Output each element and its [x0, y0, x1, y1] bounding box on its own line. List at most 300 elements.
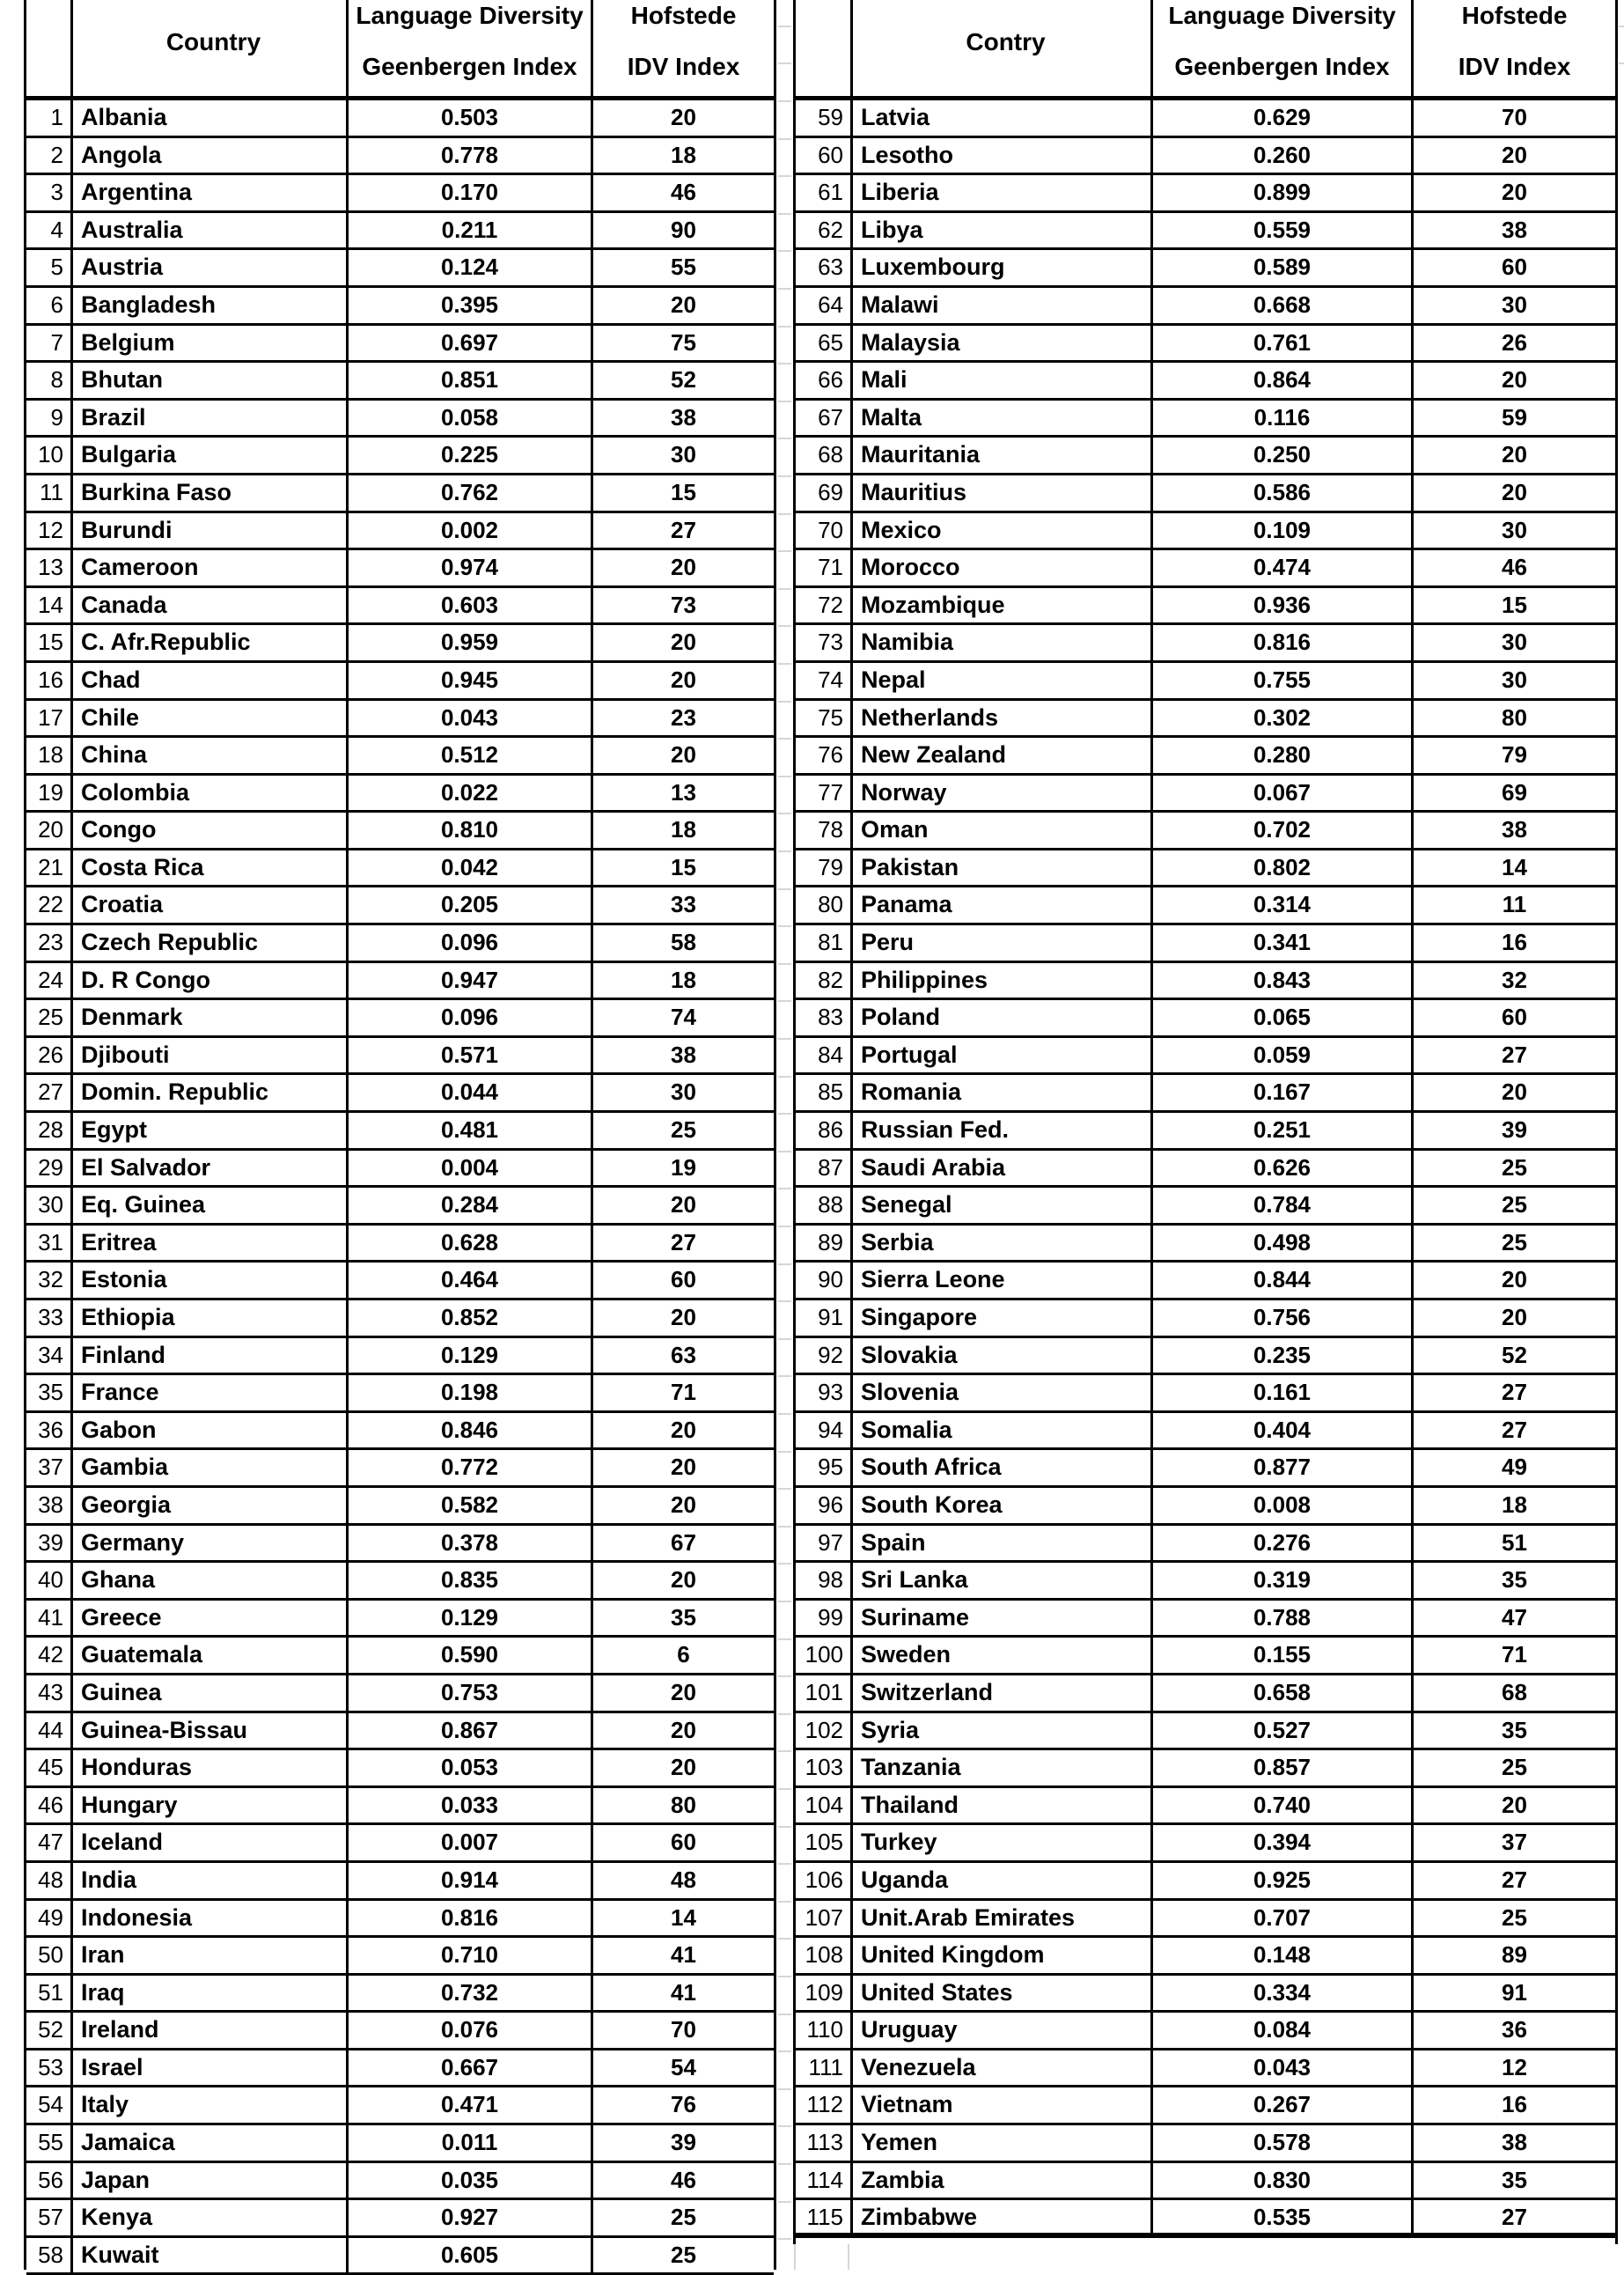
idv-value-cell: 30	[1411, 663, 1615, 698]
idv-value-cell: 25	[1411, 1901, 1615, 1936]
country-name-cell: Congo	[70, 813, 346, 848]
row-number-cell: 10	[38, 441, 63, 468]
country-name-cell: Gabon	[70, 1413, 346, 1448]
language-diversity-value-cell: 0.936	[1150, 588, 1411, 623]
table-row	[796, 2050, 1615, 2088]
gap-gridline	[778, 1188, 791, 1189]
row-number-cell: 2	[50, 141, 63, 168]
language-diversity-value-cell: 0.116	[1150, 401, 1411, 436]
row-number-cell: 110	[806, 2016, 843, 2043]
table-row	[26, 438, 774, 475]
idv-value-cell: 26	[1411, 326, 1615, 361]
row-number-cell: 26	[38, 1041, 63, 1068]
idv-value-cell: 54	[591, 2050, 774, 2086]
row-number-cell: 16	[38, 666, 63, 693]
row-number-cell: 69	[818, 478, 843, 505]
table-row	[796, 1263, 1615, 1300]
country-name-cell: Denmark	[70, 1000, 346, 1035]
idv-value-cell: 25	[1411, 1226, 1615, 1261]
row-number-cell: 34	[38, 1341, 63, 1368]
country-name-cell: Netherlands	[850, 701, 1150, 736]
language-diversity-value-cell: 0.395	[346, 288, 591, 323]
language-diversity-value-cell: 0.198	[346, 1375, 591, 1410]
table-row	[26, 1075, 774, 1113]
language-diversity-value-cell: 0.959	[346, 625, 591, 660]
gap-gridline	[778, 1750, 791, 1752]
country-name-cell: Guinea-Bissau	[70, 1713, 346, 1749]
row-number-cell: 100	[805, 1641, 843, 1668]
idv-value-cell: 20	[591, 100, 774, 136]
idv-value-cell: 76	[591, 2087, 774, 2123]
idv-value-cell: 51	[1411, 1526, 1615, 1561]
row-number-cell: 32	[38, 1266, 63, 1293]
country-name-cell: Gambia	[70, 1450, 346, 1485]
row-number-cell: 54	[38, 2091, 63, 2118]
idv-value-cell: 38	[1411, 2125, 1615, 2161]
table-row	[796, 250, 1615, 288]
table-row	[26, 1375, 774, 1413]
gap-gridline	[778, 738, 791, 740]
gap-gridline	[778, 1451, 791, 1453]
idv-value-cell: 75	[591, 326, 774, 361]
language-diversity-value-cell: 0.590	[346, 1638, 591, 1673]
country-name-cell: Peru	[850, 925, 1150, 961]
idv-value-cell: 16	[1411, 925, 1615, 961]
table-row	[796, 850, 1615, 888]
country-name-cell: Malawi	[850, 288, 1150, 323]
ld-header-line1: Language Diversity	[356, 2, 584, 29]
table-row	[796, 2163, 1615, 2201]
idv-value-cell: 16	[1411, 2087, 1615, 2123]
country-name-cell: Switzerland	[850, 1675, 1150, 1711]
row-number-cell: 47	[38, 1829, 63, 1856]
table-row	[796, 1038, 1615, 1076]
language-diversity-value-cell: 0.109	[1150, 513, 1411, 549]
language-diversity-value-cell: 0.762	[346, 475, 591, 511]
idv-value-cell: 20	[591, 288, 774, 323]
table-row	[26, 738, 774, 776]
idv-value-cell: 20	[1411, 1300, 1615, 1336]
idv-value-cell: 71	[591, 1375, 774, 1410]
country-name-cell: Iceland	[70, 1825, 346, 1860]
language-diversity-value-cell: 0.603	[346, 588, 591, 623]
idv-value-cell: 79	[1411, 738, 1615, 773]
language-diversity-value-cell: 0.065	[1150, 1000, 1411, 1035]
country-name-cell: Brazil	[70, 401, 346, 436]
row-number-cell: 77	[818, 778, 843, 806]
gap-gridline	[778, 850, 791, 852]
row-number-cell: 90	[818, 1266, 843, 1293]
language-diversity-value-cell: 0.058	[346, 401, 591, 436]
table-row	[26, 1863, 774, 1901]
language-diversity-value-cell: 0.877	[1150, 1450, 1411, 1485]
country-name-cell: Ghana	[70, 1563, 346, 1598]
gap-gridline	[778, 2014, 791, 2015]
country-name-cell: Canada	[70, 588, 346, 623]
gap-gridline	[778, 26, 791, 27]
table-row	[796, 1113, 1615, 1151]
row-number-cell: 96	[818, 1491, 843, 1518]
country-name-cell: Belgium	[70, 326, 346, 361]
country-name-cell: Estonia	[70, 1263, 346, 1298]
header-cell-country	[850, 0, 1150, 96]
language-diversity-value-cell: 0.844	[1150, 1263, 1411, 1298]
idv-value-cell: 35	[1411, 2163, 1615, 2198]
gap-gridline	[778, 250, 791, 252]
gap-gridline	[778, 813, 791, 814]
country-name-cell: Iraq	[70, 1976, 346, 2011]
table-row	[26, 1226, 774, 1263]
country-name-cell: Angola	[70, 138, 346, 173]
idv-value-cell: 11	[1411, 887, 1615, 923]
country-name-cell: Eq. Guinea	[70, 1188, 346, 1223]
language-diversity-value-cell: 0.481	[346, 1113, 591, 1148]
language-diversity-value-cell: 0.053	[346, 1750, 591, 1785]
row-number-cell: 92	[818, 1341, 843, 1368]
table-row	[26, 776, 774, 814]
country-name-cell: Sri Lanka	[850, 1563, 1150, 1598]
idv-value-cell: 18	[1411, 1488, 1615, 1523]
table-row	[796, 1188, 1615, 1226]
language-diversity-value-cell: 0.096	[346, 1000, 591, 1035]
gap-gridline	[778, 475, 791, 477]
table-row	[26, 2125, 774, 2163]
country-name-cell: Iran	[70, 1938, 346, 1973]
idv-value-cell: 20	[591, 1488, 774, 1523]
country-name-cell: Latvia	[850, 100, 1150, 136]
table-row	[796, 1375, 1615, 1413]
table-row	[796, 2125, 1615, 2163]
language-diversity-value-cell: 0.498	[1150, 1226, 1411, 1261]
idv-value-cell: 14	[591, 1901, 774, 1936]
row-number-cell: 13	[38, 554, 63, 581]
idv-value-cell: 46	[591, 2163, 774, 2198]
row-number-cell: 39	[38, 1528, 63, 1556]
language-diversity-value-cell: 0.810	[346, 813, 591, 848]
language-diversity-value-cell: 0.280	[1150, 738, 1411, 773]
language-diversity-value-cell: 0.571	[346, 1038, 591, 1073]
country-name-cell: Somalia	[850, 1413, 1150, 1448]
idv-value-cell: 23	[591, 701, 774, 736]
gap-gridline	[778, 288, 791, 290]
country-name-cell: Kenya	[70, 2200, 346, 2235]
country-name-cell: Burundi	[70, 513, 346, 549]
country-name-cell: Croatia	[70, 887, 346, 923]
row-number-cell: 4	[50, 216, 63, 243]
country-name-cell: Zambia	[850, 2163, 1150, 2198]
language-diversity-value-cell: 0.667	[346, 2050, 591, 2086]
language-diversity-value-cell: 0.784	[1150, 1188, 1411, 1223]
idv-value-cell: 19	[591, 1151, 774, 1186]
country-name-cell: Chile	[70, 701, 346, 736]
idv-value-cell: 20	[591, 1750, 774, 1785]
language-diversity-value-cell: 0.225	[346, 438, 591, 473]
table-row	[796, 1675, 1615, 1713]
table-row	[796, 738, 1615, 776]
row-number-cell: 11	[40, 478, 63, 505]
language-diversity-value-cell: 0.628	[346, 1226, 591, 1261]
row-number-cell: 31	[38, 1228, 63, 1255]
language-diversity-value-cell: 0.148	[1150, 1938, 1411, 1973]
idv-value-cell: 52	[591, 363, 774, 398]
row-number-cell: 42	[38, 1641, 63, 1668]
table-row	[26, 100, 774, 138]
idv-value-cell: 69	[1411, 776, 1615, 811]
country-name-cell: Slovakia	[850, 1338, 1150, 1373]
row-number-cell: 73	[818, 629, 843, 656]
country-name-cell: Chad	[70, 663, 346, 698]
idv-value-cell: 41	[591, 1976, 774, 2011]
country-name-cell: Jamaica	[70, 2125, 346, 2161]
row-number-cell: 105	[805, 1829, 843, 1856]
gap-gridline	[778, 2201, 791, 2203]
country-table-left	[24, 0, 776, 2270]
row-number-cell: 18	[38, 741, 63, 769]
idv-value-cell: 20	[591, 625, 774, 660]
table-row	[26, 2200, 774, 2238]
row-number-cell: 48	[38, 1866, 63, 1893]
language-diversity-value-cell: 0.067	[1150, 776, 1411, 811]
row-number-cell: 44	[38, 1716, 63, 1743]
idv-header-line1: Hofstede	[630, 2, 737, 29]
gap-gridline	[778, 438, 791, 439]
table-row	[796, 1976, 1615, 2014]
country-name-cell: C. Afr.Republic	[70, 625, 346, 660]
language-diversity-value-cell: 0.044	[346, 1075, 591, 1110]
table-row	[26, 1638, 774, 1675]
country-name-cell: Uganda	[850, 1863, 1150, 1898]
language-diversity-value-cell: 0.816	[346, 1901, 591, 1936]
table-row	[796, 2087, 1615, 2125]
row-number-cell: 85	[818, 1079, 843, 1106]
country-name-cell: Malaysia	[850, 326, 1150, 361]
margin-gridline	[1619, 26, 1624, 27]
language-diversity-value-cell: 0.835	[346, 1563, 591, 1598]
idv-value-cell: 46	[1411, 550, 1615, 585]
idv-value-cell: 25	[1411, 1750, 1615, 1785]
table-row	[796, 475, 1615, 513]
row-number-cell: 60	[818, 141, 843, 168]
language-diversity-value-cell: 0.945	[346, 663, 591, 698]
language-diversity-value-cell: 0.899	[1150, 175, 1411, 210]
row-number-cell: 76	[818, 741, 843, 769]
gap-gridline	[778, 1226, 791, 1227]
language-diversity-value-cell: 0.161	[1150, 1375, 1411, 1410]
row-number-cell: 112	[806, 2091, 843, 2118]
country-name-cell: Unit.Arab Emirates	[850, 1901, 1150, 1936]
idv-value-cell: 20	[591, 1563, 774, 1598]
table-row	[796, 438, 1615, 475]
table-row	[26, 887, 774, 925]
language-diversity-value-cell: 0.586	[1150, 475, 1411, 511]
country-name-cell: Oman	[850, 813, 1150, 848]
row-number-cell: 109	[805, 1978, 843, 2006]
table-row	[796, 1938, 1615, 1976]
language-diversity-value-cell: 0.267	[1150, 2087, 1411, 2123]
language-diversity-value-cell: 0.378	[346, 1526, 591, 1561]
idv-value-cell: 27	[1411, 1413, 1615, 1448]
language-diversity-value-cell: 0.043	[1150, 2050, 1411, 2086]
country-name-cell: Panama	[850, 887, 1150, 923]
idv-value-cell: 38	[1411, 813, 1615, 848]
language-diversity-value-cell: 0.205	[346, 887, 591, 923]
country-name-cell: Syria	[850, 1713, 1150, 1749]
table-row	[796, 701, 1615, 739]
language-diversity-value-cell: 0.974	[346, 550, 591, 585]
row-number-cell: 36	[38, 1416, 63, 1443]
row-number-cell: 101	[805, 1678, 843, 1705]
language-diversity-value-cell: 0.167	[1150, 1075, 1411, 1110]
row-number-cell: 27	[38, 1079, 63, 1106]
country-name-cell: Russian Fed.	[850, 1113, 1150, 1148]
language-diversity-value-cell: 0.864	[1150, 363, 1411, 398]
table-row	[796, 1413, 1615, 1451]
language-diversity-value-cell: 0.732	[346, 1976, 591, 2011]
row-number-cell: 29	[38, 1153, 63, 1181]
table-row	[26, 363, 774, 401]
language-diversity-value-cell: 0.314	[1150, 887, 1411, 923]
language-diversity-value-cell: 0.302	[1150, 701, 1411, 736]
table-row	[796, 1338, 1615, 1376]
row-number-cell: 9	[50, 403, 63, 431]
row-number-cell: 64	[818, 291, 843, 318]
country-name-cell: Germany	[70, 1526, 346, 1561]
row-number-cell: 58	[38, 2241, 63, 2268]
table-row	[796, 925, 1615, 963]
row-number-cell: 19	[38, 778, 63, 806]
language-diversity-value-cell: 0.129	[346, 1338, 591, 1373]
gap-gridline	[778, 1526, 791, 1528]
country-name-cell: Sierra Leone	[850, 1263, 1150, 1298]
header-cell-idv	[591, 0, 774, 96]
row-number-cell: 50	[38, 1941, 63, 1969]
gap-gridline	[778, 363, 791, 364]
gap-gridline	[778, 1638, 791, 1640]
idv-value-cell: 25	[1411, 1188, 1615, 1223]
table-row	[796, 1526, 1615, 1564]
row-number-cell: 102	[805, 1716, 843, 1743]
gap-gridline	[778, 1826, 791, 1828]
gap-gridline	[778, 963, 791, 965]
idv-value-cell: 80	[1411, 701, 1615, 736]
country-name-cell: Georgia	[70, 1488, 346, 1523]
language-diversity-value-cell: 0.605	[346, 2238, 591, 2273]
country-name-cell: Indonesia	[70, 1901, 346, 1936]
language-diversity-value-cell: 0.474	[1150, 550, 1411, 585]
idv-value-cell: 55	[591, 250, 774, 285]
idv-value-cell: 20	[1411, 475, 1615, 511]
country-name-cell: Egypt	[70, 1113, 346, 1148]
row-number-cell: 111	[808, 2053, 843, 2080]
table-row	[26, 401, 774, 438]
language-diversity-value-cell: 0.947	[346, 963, 591, 998]
gap-gridline	[778, 701, 791, 703]
header-row-left	[26, 0, 774, 100]
idv-value-cell: 18	[591, 813, 774, 848]
table-row	[26, 1038, 774, 1076]
gap-gridline	[778, 175, 791, 177]
table-row	[26, 550, 774, 588]
idv-value-cell: 20	[1411, 1075, 1615, 1110]
language-diversity-value-cell: 0.925	[1150, 1863, 1411, 1898]
idv-value-cell: 89	[1411, 1938, 1615, 1973]
table-row	[796, 1901, 1615, 1939]
language-diversity-value-cell: 0.260	[1150, 138, 1411, 173]
country-name-cell: Slovenia	[850, 1375, 1150, 1410]
idv-value-cell: 30	[1411, 288, 1615, 323]
idv-value-cell: 30	[1411, 625, 1615, 660]
language-diversity-value-cell: 0.927	[346, 2200, 591, 2235]
idv-value-cell: 60	[1411, 1000, 1615, 1035]
idv-value-cell: 30	[591, 1075, 774, 1110]
table-row	[26, 326, 774, 364]
idv-value-cell: 71	[1411, 1638, 1615, 1673]
country-name-cell: Cameroon	[70, 550, 346, 585]
language-diversity-value-cell: 0.802	[1150, 850, 1411, 886]
table-row	[26, 1300, 774, 1338]
country-name-cell: Namibia	[850, 625, 1150, 660]
language-diversity-value-cell: 0.096	[346, 925, 591, 961]
idv-value-cell: 32	[1411, 963, 1615, 998]
table-row	[796, 1750, 1615, 1788]
table-row	[26, 1788, 774, 1826]
country-name-cell: Senegal	[850, 1188, 1150, 1223]
language-diversity-value-cell: 0.668	[1150, 288, 1411, 323]
row-number-cell: 70	[818, 516, 843, 543]
language-diversity-value-cell: 0.846	[346, 1413, 591, 1448]
country-name-cell: Ireland	[70, 2013, 346, 2048]
language-diversity-value-cell: 0.004	[346, 1151, 591, 1186]
table-row	[26, 850, 774, 888]
country-name-cell: New Zealand	[850, 738, 1150, 773]
table-row	[796, 288, 1615, 326]
gap-gridline	[778, 1413, 791, 1415]
table-row	[26, 1563, 774, 1601]
idv-value-cell: 15	[591, 850, 774, 886]
table-row	[26, 1526, 774, 1564]
table-row	[26, 213, 774, 251]
idv-value-cell: 27	[591, 1226, 774, 1261]
country-name-cell: Mozambique	[850, 588, 1150, 623]
table-row	[26, 513, 774, 551]
row-number-cell: 84	[818, 1041, 843, 1068]
country-name-cell: Honduras	[70, 1750, 346, 1785]
gap-gridline	[778, 625, 791, 627]
idv-value-cell: 20	[1411, 1263, 1615, 1298]
table-row	[796, 1488, 1615, 1526]
gap-gridline	[778, 1113, 791, 1115]
row-number-cell: 83	[818, 1004, 843, 1031]
row-number-cell: 55	[38, 2129, 63, 2156]
row-number-cell: 67	[818, 403, 843, 431]
row-number-cell: 81	[818, 929, 843, 956]
idv-value-cell: 14	[1411, 850, 1615, 886]
row-number-cell: 98	[818, 1566, 843, 1594]
gap-gridline	[778, 1713, 791, 1715]
language-diversity-value-cell: 0.170	[346, 175, 591, 210]
country-name-cell: Sweden	[850, 1638, 1150, 1673]
row-number-cell: 6	[50, 291, 63, 318]
table-row	[26, 2050, 774, 2088]
table-row	[26, 1338, 774, 1376]
table-row	[26, 1675, 774, 1713]
language-diversity-value-cell: 0.059	[1150, 1038, 1411, 1073]
row-number-cell: 63	[818, 254, 843, 281]
row-number-cell: 82	[818, 966, 843, 993]
table-row	[796, 625, 1615, 663]
table-row	[796, 776, 1615, 814]
country-name-cell: Romania	[850, 1075, 1150, 1110]
